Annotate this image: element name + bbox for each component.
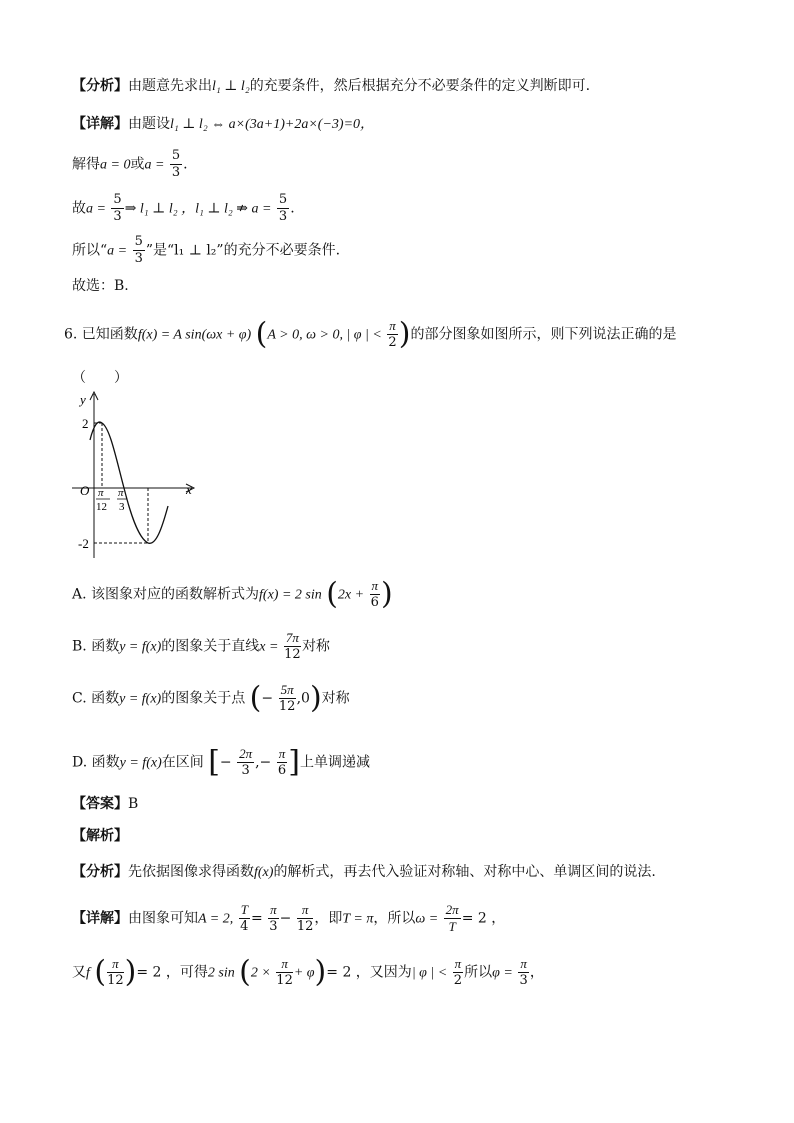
analysis-line-1 bbox=[72, 76, 590, 97]
detail2-T-eq: T = π bbox=[342, 911, 374, 927]
paren-right: ) bbox=[124, 954, 137, 990]
frac-num: π bbox=[454, 956, 462, 971]
fraction-5-3 bbox=[111, 192, 123, 225]
option-b-label: B. bbox=[72, 638, 87, 655]
y-min-label: -2 bbox=[78, 536, 89, 551]
tick2-num: π bbox=[118, 487, 124, 499]
analysis-text-b: 的充要条件，然后根据充分不必要条件的定义判断即可. bbox=[249, 78, 591, 94]
frac-num: 5 bbox=[113, 192, 122, 207]
therefore-end: . bbox=[290, 200, 295, 217]
paren-right: ) bbox=[398, 316, 411, 352]
frac-den: 4 bbox=[240, 919, 249, 934]
answer-line bbox=[72, 794, 138, 814]
fraction-pi-2 bbox=[453, 956, 464, 989]
detail2-eq: = bbox=[250, 910, 263, 927]
frac-num: π bbox=[389, 318, 396, 333]
q6-text-b: 的部分图象如图所示，则下列说法正确的是 bbox=[410, 326, 677, 343]
frac-den: 2 bbox=[388, 335, 397, 350]
option-c-text: 函数 bbox=[91, 690, 120, 707]
frac-num: 5 bbox=[134, 234, 143, 249]
frac-den: 12 bbox=[107, 973, 124, 988]
analysis2-func: f(x) bbox=[254, 865, 274, 880]
y-label: y bbox=[80, 392, 86, 407]
fraction-5-3 bbox=[277, 192, 289, 225]
explain-tag: 【解析】 bbox=[72, 828, 128, 844]
option-b bbox=[72, 630, 330, 663]
detail3-eq: = 2 ，可得 bbox=[136, 964, 208, 981]
detail2-text: 由图象可知 bbox=[128, 910, 198, 927]
tick1-den: 12 bbox=[96, 501, 107, 513]
option-c-label: C. bbox=[72, 690, 87, 707]
solve-prefix: 解得 bbox=[72, 156, 100, 173]
option-a-text: 该图象对应的函数解析式为 bbox=[91, 586, 260, 603]
perpendicular-condition: l₁ ⊥ l₂ bbox=[212, 79, 250, 94]
choice-line: 故选：B. bbox=[72, 278, 129, 294]
fraction-5-3 bbox=[170, 148, 182, 181]
frac-den: 12 bbox=[278, 699, 296, 714]
so-a-eq: a = bbox=[107, 243, 128, 259]
fraction-pi-12 bbox=[297, 902, 314, 935]
fraction-pi-12 bbox=[107, 956, 124, 989]
detail3-plus-phi: + φ bbox=[293, 965, 315, 981]
option-d-text2: 在区间 bbox=[161, 754, 204, 771]
detail-math: l₁ ⊥ l₂ ⇔ a×(3a+1)+2a×(−3)=0， bbox=[170, 117, 375, 132]
option-c-text2: 的图象关于点 bbox=[161, 690, 246, 707]
frac-num: 7π bbox=[285, 630, 299, 645]
option-d-minus2: ,− bbox=[255, 754, 272, 771]
detail2-so: ，所以 bbox=[373, 910, 416, 927]
detail-line-3 bbox=[72, 956, 544, 989]
y-max-label: 2 bbox=[82, 416, 89, 431]
fraction-5-3 bbox=[133, 234, 145, 267]
option-b-math: y = f(x) bbox=[119, 639, 162, 655]
tick1-num: π bbox=[98, 487, 104, 499]
detail2-minus: − bbox=[279, 910, 292, 927]
therefore-a-eq: a = bbox=[86, 201, 106, 217]
option-a bbox=[72, 578, 393, 611]
q6-condition: A > 0, ω > 0, | φ | < bbox=[267, 327, 382, 343]
analysis2-text-a: 先依据图像求得函数 bbox=[128, 864, 254, 880]
fraction-2pi-3 bbox=[237, 746, 254, 779]
therefore-line bbox=[72, 192, 295, 225]
fraction-pi-3 bbox=[518, 956, 529, 989]
fraction-pi-6 bbox=[277, 746, 288, 779]
so-line bbox=[72, 234, 340, 267]
option-c-minus: − bbox=[261, 690, 274, 707]
frac-den: 3 bbox=[241, 763, 250, 778]
analysis2-text-b: 的解析式，再去代入验证对称轴、对称中心、单调区间的说法. bbox=[273, 864, 656, 880]
frac-num: 5π bbox=[280, 682, 294, 697]
detail2-omega: ω = bbox=[415, 911, 439, 927]
frac-den: T bbox=[448, 919, 456, 934]
so-conclusion: ”是“l₁ ⊥ l₂”的充分不必要条件. bbox=[145, 242, 341, 259]
so-prefix: 所以“ bbox=[72, 242, 108, 259]
x-label: x bbox=[186, 482, 192, 497]
option-d-math: y = f(x) bbox=[119, 755, 162, 771]
frac-den: 12 bbox=[296, 919, 314, 934]
fraction-pi-12 bbox=[276, 956, 293, 989]
option-b-text: 函数 bbox=[91, 638, 120, 655]
paren-right: ) bbox=[309, 680, 322, 716]
solve-a0: a = 0 bbox=[100, 157, 131, 173]
detail-line-1 bbox=[72, 114, 374, 135]
q6-function: f(x) = A sin(ωx + φ) bbox=[137, 327, 252, 343]
frac-den: 6 bbox=[277, 763, 287, 778]
therefore-implication: ⇒ l₁ ⊥ l₂ ，l₁ ⊥ l₂ ⇏ a = bbox=[124, 201, 272, 217]
answer-tag: 【答案】 bbox=[72, 796, 128, 812]
paren-left: ( bbox=[239, 954, 251, 990]
analysis-tag: 【分析】 bbox=[72, 78, 128, 94]
option-d-end: 上单调递减 bbox=[299, 754, 370, 771]
frac-num: 5 bbox=[278, 192, 288, 207]
option-b-end: 对称 bbox=[301, 638, 330, 655]
answer-value: B bbox=[128, 796, 139, 812]
frac-num: π bbox=[278, 746, 286, 761]
detail2-mid: ，即 bbox=[314, 910, 343, 927]
detail2-a: A = 2, bbox=[198, 911, 234, 927]
option-b-text2: 的图象关于直线 bbox=[161, 638, 260, 655]
fraction-T-4 bbox=[239, 902, 250, 935]
frac-num: π bbox=[520, 956, 527, 971]
detail-tag: 【详解】 bbox=[72, 116, 128, 132]
frac-num: T bbox=[240, 902, 248, 917]
option-d bbox=[72, 746, 370, 779]
detail2-tag: 【详解】 bbox=[72, 910, 128, 927]
frac-den: 3 bbox=[269, 919, 278, 934]
fraction-7pi-12 bbox=[284, 630, 301, 663]
detail3-abs: | φ | < bbox=[411, 965, 448, 981]
frac-den: 2 bbox=[453, 973, 463, 988]
option-c bbox=[72, 682, 350, 715]
paren-left: ( bbox=[249, 680, 262, 716]
detail3-f: f bbox=[86, 965, 90, 981]
frac-num: π bbox=[371, 578, 379, 593]
frac-den: 3 bbox=[278, 209, 288, 224]
q6-blank: （ ） bbox=[72, 370, 128, 386]
option-c-math: y = f(x) bbox=[119, 691, 162, 707]
frac-den: 3 bbox=[519, 973, 528, 988]
q6-text-a: 6. 已知函数 bbox=[64, 326, 138, 343]
option-d-label: D. bbox=[72, 754, 88, 771]
fraction-5pi-12 bbox=[279, 682, 296, 715]
detail3-two-sin: 2 sin bbox=[207, 965, 235, 981]
paren-left: ( bbox=[255, 316, 268, 352]
frac-num: π bbox=[297, 902, 314, 919]
frac-num: 2π bbox=[445, 902, 459, 917]
sine-graph bbox=[64, 388, 204, 560]
fraction-pi-3 bbox=[268, 902, 279, 935]
solve-end: . bbox=[183, 156, 188, 173]
frac-den: 12 bbox=[284, 647, 301, 662]
fraction-pi-6 bbox=[370, 578, 381, 611]
option-d-text: 函数 bbox=[91, 754, 120, 771]
paren-left: ( bbox=[94, 954, 107, 990]
detail3-so: 所以 bbox=[464, 964, 493, 981]
fraction-pi-2 bbox=[387, 318, 398, 351]
bracket-left: [ bbox=[208, 744, 220, 780]
frac-num: π bbox=[107, 956, 124, 973]
frac-num: 2π bbox=[239, 746, 253, 761]
detail-line-2 bbox=[72, 902, 505, 935]
frac-den: 12 bbox=[276, 973, 293, 988]
option-b-x-eq: x = bbox=[259, 639, 279, 655]
detail2-result: = 2 ， bbox=[461, 910, 506, 927]
detail3-two-x: 2 × bbox=[250, 965, 271, 981]
frac-num: π bbox=[270, 902, 277, 917]
paren-right: ) bbox=[381, 576, 393, 612]
frac-den: 3 bbox=[171, 165, 181, 180]
option-c-zero: ,0 bbox=[296, 690, 310, 707]
detail3-phi: φ = bbox=[492, 965, 513, 981]
question-6 bbox=[64, 318, 677, 351]
analysis2-tag: 【分析】 bbox=[72, 864, 128, 880]
detail3-end: ， bbox=[529, 964, 544, 981]
origin-label: O bbox=[80, 483, 90, 498]
analysis-line-2 bbox=[72, 862, 656, 883]
paren-right: ) bbox=[314, 954, 327, 990]
frac-den: 6 bbox=[370, 595, 379, 610]
detail3-eq2: = 2 ，又因为 bbox=[326, 964, 412, 981]
therefore-prefix: 故 bbox=[72, 200, 86, 217]
tick2-den: 3 bbox=[119, 501, 125, 513]
frac-num: π bbox=[276, 956, 293, 973]
solve-line bbox=[72, 148, 188, 181]
option-a-math: f(x) = 2 sin bbox=[259, 587, 322, 603]
fraction-2pi-T bbox=[444, 902, 461, 935]
paren-left: ( bbox=[326, 576, 338, 612]
option-d-minus1: − bbox=[219, 754, 232, 771]
bracket-right: ] bbox=[288, 744, 300, 780]
option-a-label: A. bbox=[72, 586, 87, 603]
solve-a-eq: a = bbox=[144, 157, 165, 173]
option-c-end: 对称 bbox=[321, 690, 350, 707]
solve-or: 或 bbox=[130, 156, 145, 173]
frac-num: 5 bbox=[171, 148, 181, 163]
detail-text: 由题设 bbox=[128, 116, 170, 132]
frac-den: 3 bbox=[113, 209, 122, 224]
detail3-prefix: 又 bbox=[72, 964, 86, 981]
analysis-text-a: 由题意先求出 bbox=[128, 78, 212, 94]
frac-den: 3 bbox=[134, 251, 143, 266]
option-a-inner: 2x + bbox=[337, 587, 365, 603]
